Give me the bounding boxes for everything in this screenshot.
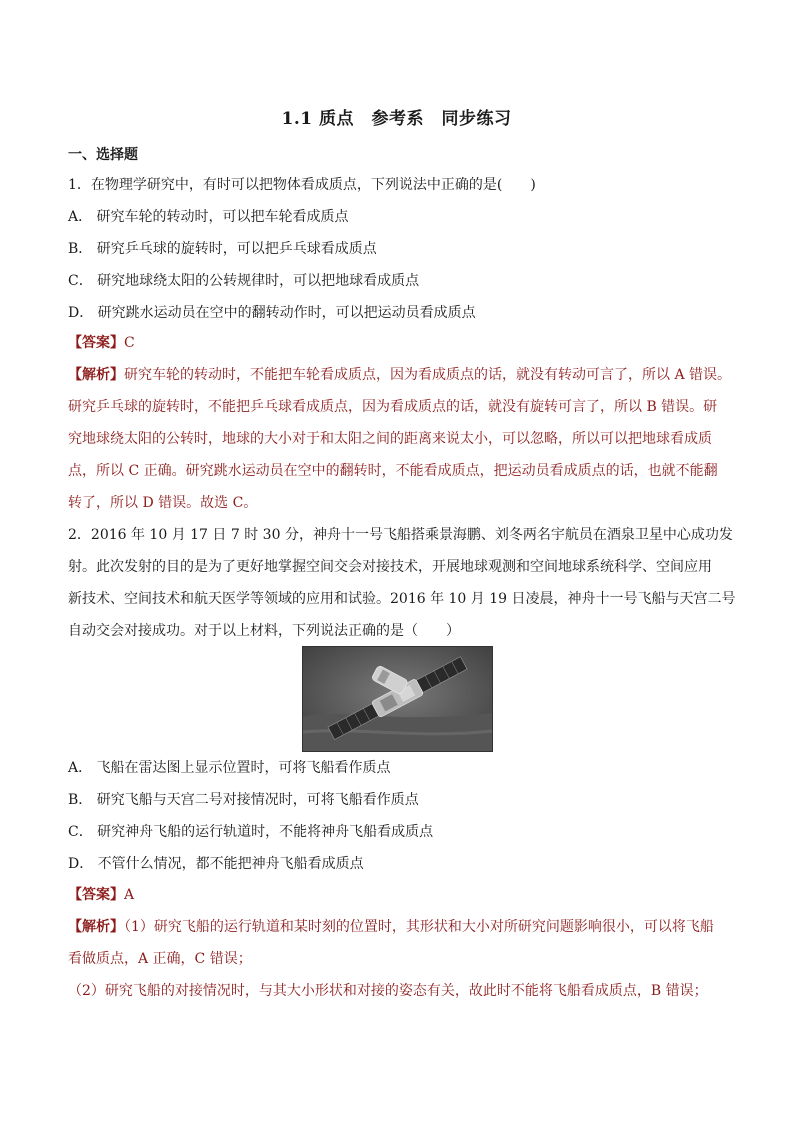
analysis-text: 研究车轮的转动时，不能把车轮看成质点，因为看成质点的话，就没有转动可言了，所以 A 错误。 [124,367,732,383]
question-2-analysis-line: （2）研究飞船的对接情况时，与其大小形状和对接的姿态有关，故此时不能将飞船看成质点，B 错误； [68,983,708,999]
question-1-option-c: C． 研究地球绕太阳的公转规律时，可以把地球看成质点 [68,273,420,289]
analysis-text: （1）研究飞船的运行轨道和某时刻的位置时，其形状和大小对所研究问题影响很小，可以将飞船 [124,919,714,935]
question-1-analysis-line [68,365,732,385]
section-heading: 一、选择题 [68,147,138,163]
question-2-stem-line: 自动交会对接成功。对于以上材料，下列说法正确的是（ ） [68,623,460,639]
answer-tag: 【答案】 [68,887,124,903]
answer-value: C [124,335,135,351]
question-2-analysis-line [68,917,728,937]
question-1-stem: 1．在物理学研究中，有时可以把物体看成质点，下列说法中正确的是( ) [68,177,536,193]
question-1-analysis-line: 究地球绕太阳的公转时，地球的大小对于和太阳之间的距离来说太小，可以忽略，所以可以把地球看成质 [68,431,712,447]
question-2-answer [68,885,728,905]
question-1-answer [68,333,728,353]
question-2-stem-line: 射。此次发射的目的是为了更好地掌握空间交会对接技术，开展地球观测和空间地球系统科学、空间应用 [68,559,712,575]
analysis-tag: 【解析】 [68,919,124,935]
question-2-option-c: C． 研究神舟飞船的运行轨道时，不能将神舟飞船看成质点 [68,824,434,840]
analysis-tag: 【解析】 [68,367,124,383]
spacecraft-photo [302,646,493,752]
question-2-option-b: B． 研究飞船与天宫二号对接情况时，可将飞船看作质点 [68,792,419,808]
question-1-analysis-line: 转了，所以 D 错误。故选 C。 [68,495,258,511]
question-1-option-a: A． 研究车轮的转动时，可以把车轮看成质点 [68,209,349,225]
question-1-option-b: B． 研究乒乓球的旋转时，可以把乒乓球看成质点 [68,241,377,257]
answer-tag: 【答案】 [68,335,124,351]
answer-value: A [124,887,135,903]
question-1-analysis-line: 研究乒乓球的旋转时，不能把乒乓球看成质点，因为看成质点的话，就没有旋转可言了，所以 B 错误。研 [68,399,718,415]
question-2-stem-line: 新技术、空间技术和航天医学等领域的应用和试验。2016 年 10 月 19 日凌晨，神舟十一号飞船与天宫二号 [68,591,736,607]
page-title: 1.1 质点 参考系 同步练习 [281,109,512,129]
question-1-analysis-line: 点，所以 C 正确。研究跳水运动员在空中的翻转时，不能看成质点，把运动员看成质点的话，也就不能翻 [68,463,718,479]
question-2-option-d: D． 不管什么情况，都不能把神舟飞船看成质点 [68,856,364,872]
question-2-stem-line: 2．2016 年 10 月 17 日 7 时 30 分，神舟十一号飞船搭乘景海鹏、刘冬两名宇航员在酒泉卫星中心成功发 [68,527,733,543]
question-2-analysis-line: 看做质点，A 正确，C 错误； [68,951,252,967]
question-1-option-d: D． 研究跳水运动员在空中的翻转动作时，可以把运动员看成质点 [68,305,476,321]
question-2-option-a: A． 飞船在雷达图上显示位置时，可将飞船看作质点 [68,760,391,776]
